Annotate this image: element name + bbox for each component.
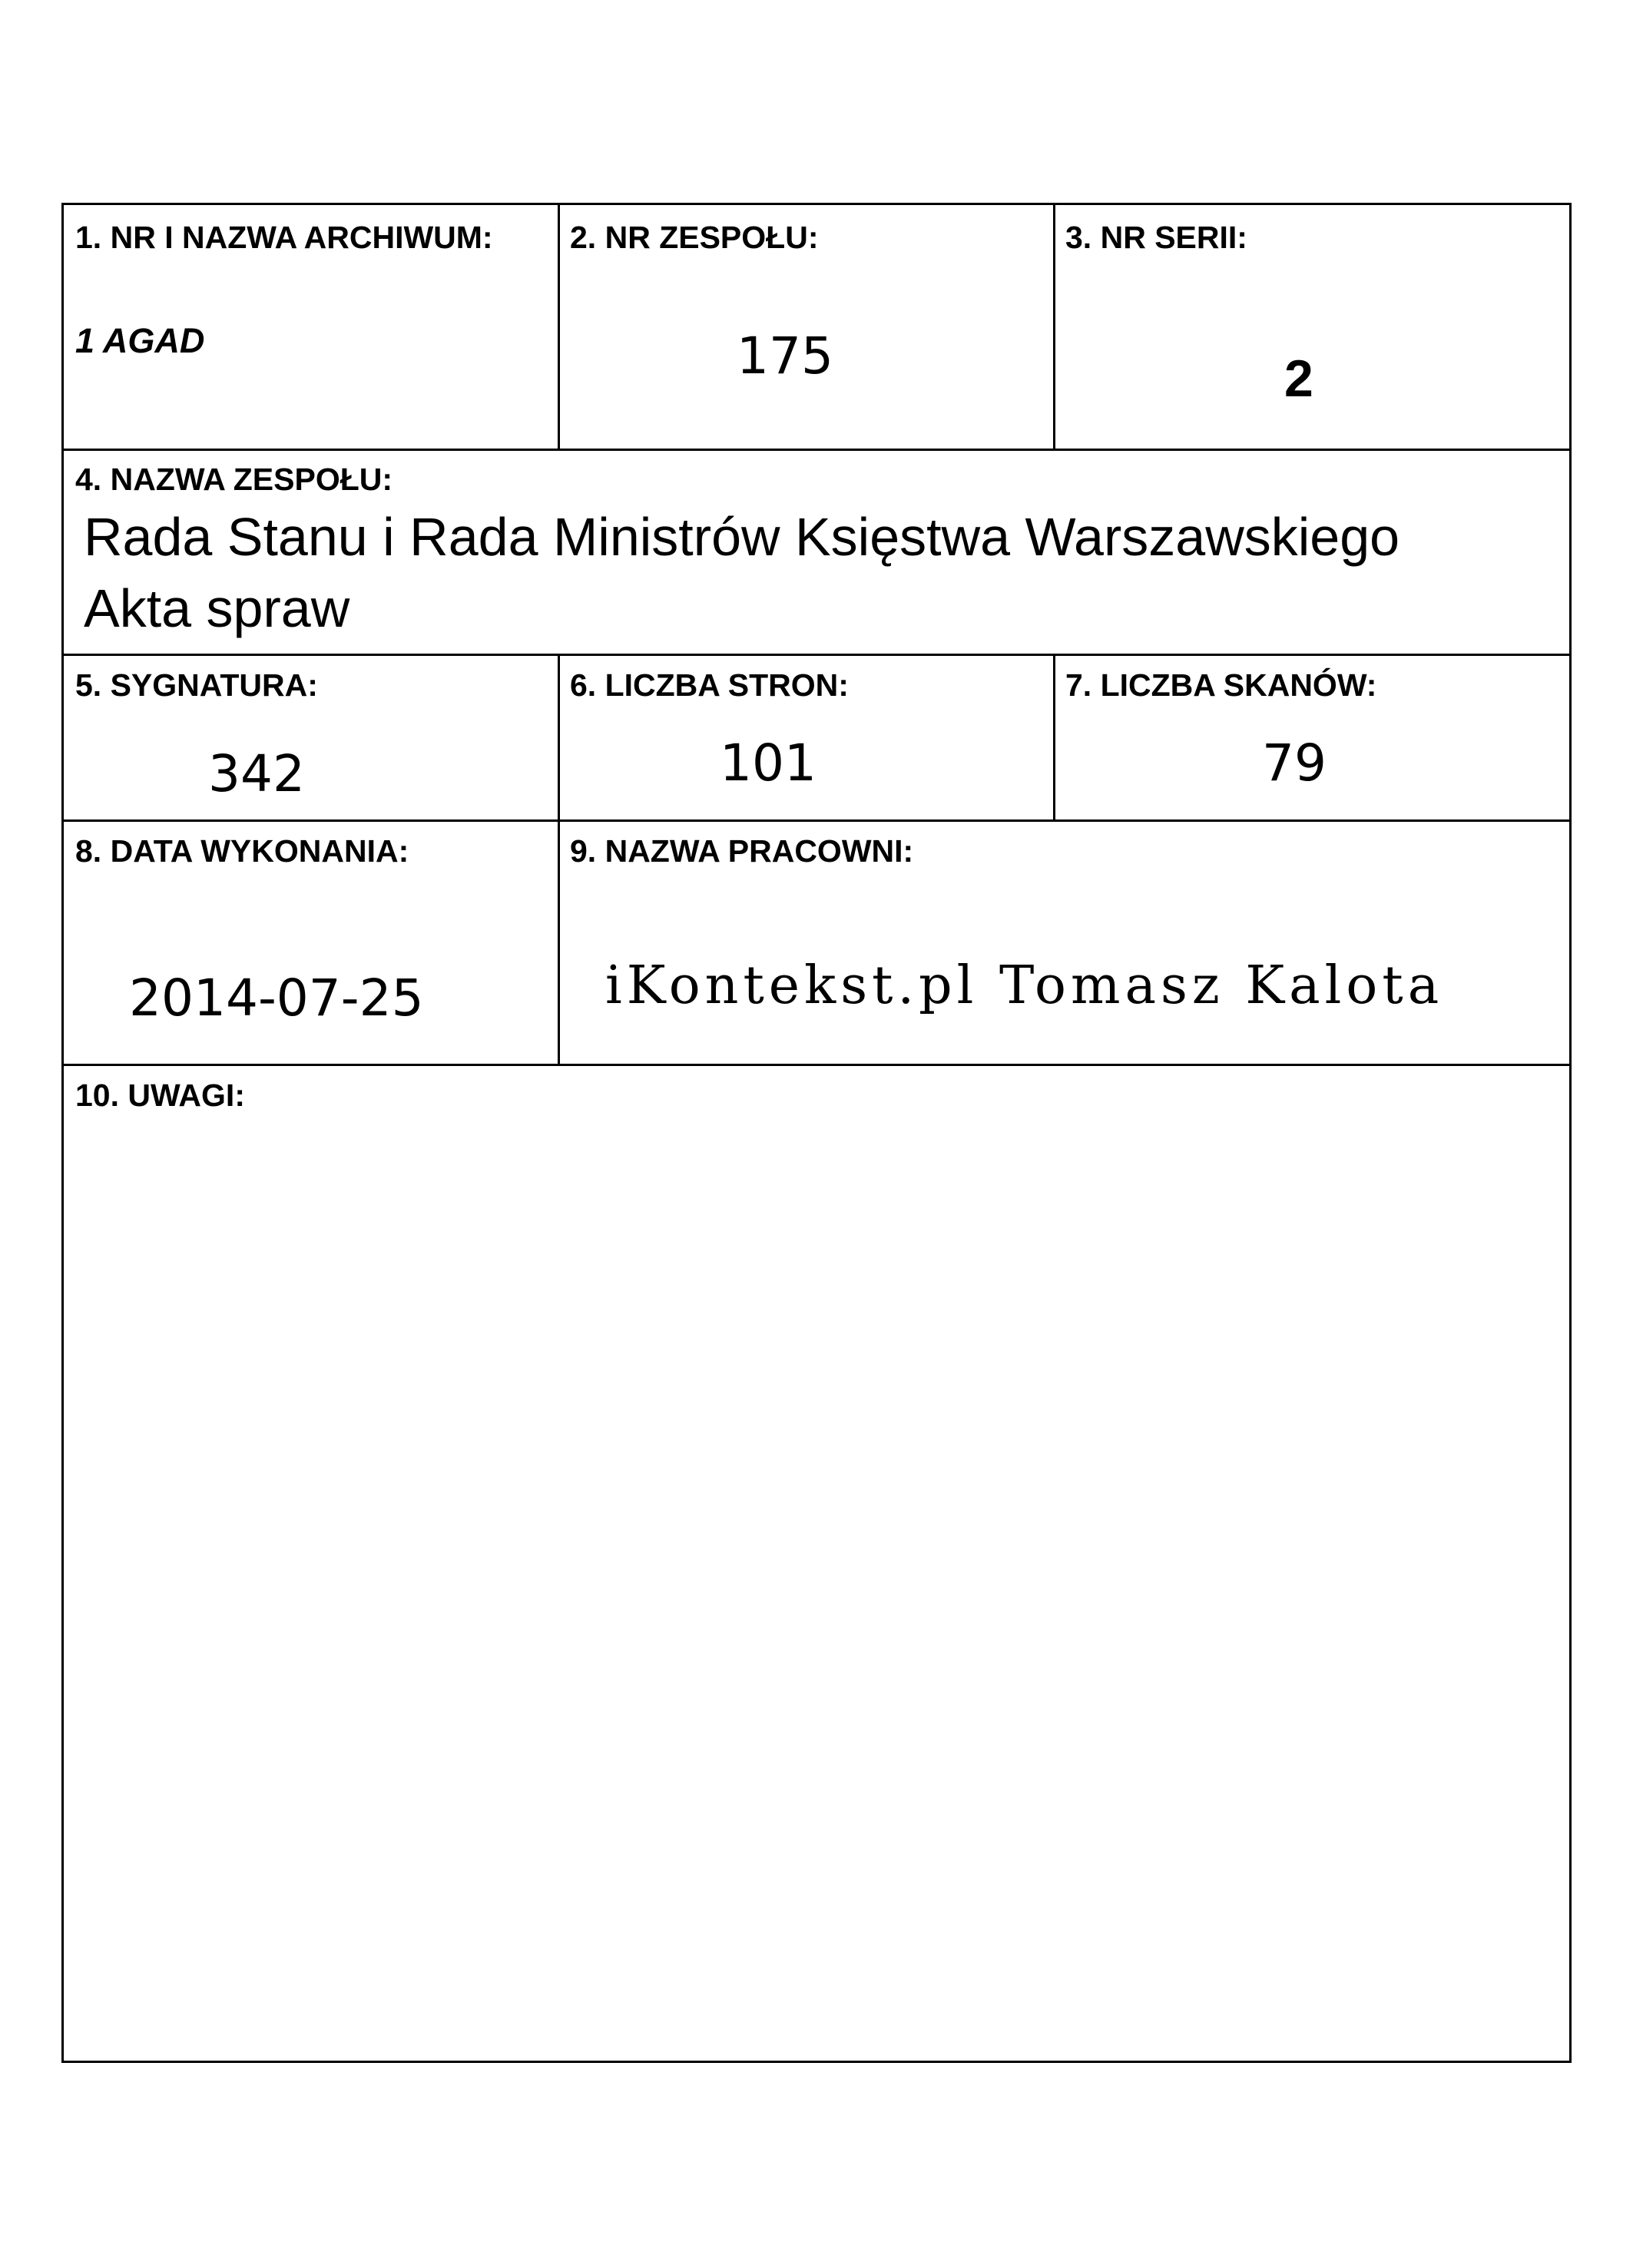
fond-number-value: 175 — [737, 326, 833, 386]
fond-name-line-1: Rada Stanu i Rada Ministrów Księstwa Warszawskiego — [84, 507, 1400, 567]
fond-name-label: 4. NAZWA ZESPOŁU: — [75, 462, 393, 497]
row-divider — [64, 654, 1569, 656]
fond-number-label: 2. NR ZESPOŁU: — [570, 220, 819, 255]
series-number-value: 2 — [1284, 349, 1313, 408]
archive-form — [61, 203, 1572, 2063]
execution-date-value: 2014-07-25 — [129, 968, 424, 1028]
remarks-label: 10. UWAGI: — [75, 1078, 245, 1113]
series-number-label: 3. NR SERII: — [1065, 220, 1247, 255]
signature-value: 342 — [208, 744, 305, 803]
scan-count-label: 7. LICZBA SKANÓW: — [1065, 667, 1377, 703]
row-divider — [64, 819, 1569, 822]
archive-label: 1. NR I NAZWA ARCHIWUM: — [75, 220, 493, 255]
column-divider — [1053, 654, 1055, 820]
workshop-name-value: iKontekst.pl Tomasz Kalota — [605, 955, 1444, 1016]
column-divider — [558, 820, 560, 1064]
column-divider — [558, 654, 560, 820]
row-divider — [64, 449, 1569, 451]
scan-count-value: 79 — [1262, 733, 1327, 793]
row-divider — [64, 1064, 1569, 1066]
workshop-name-label: 9. NAZWA PRACOWNI: — [570, 833, 914, 869]
signature-label: 5. SYGNATURA: — [75, 667, 318, 703]
column-divider — [558, 205, 560, 449]
column-divider — [1053, 205, 1055, 449]
page-count-value: 101 — [720, 733, 816, 793]
fond-name-line-2: Akta spraw — [84, 578, 350, 638]
execution-date-label: 8. DATA WYKONANIA: — [75, 833, 409, 869]
page-count-label: 6. LICZBA STRON: — [570, 667, 849, 703]
archive-value: 1 AGAD — [75, 321, 205, 360]
